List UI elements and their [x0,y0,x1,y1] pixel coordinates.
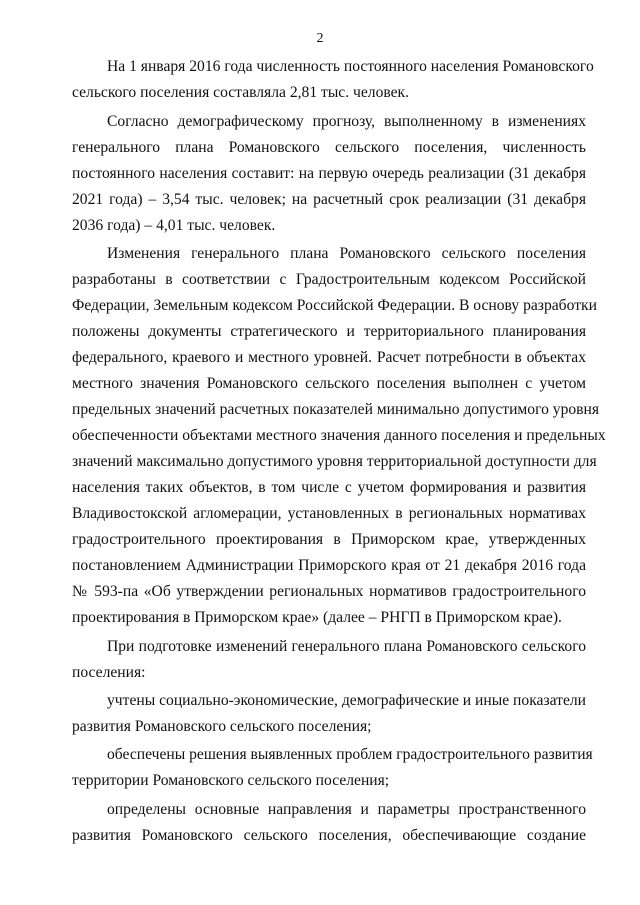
text-line: учтены социально-экономические, демографические и иные показатели [107,692,586,709]
text-line: значений максимально допустимого уровня территориальной доступности для [72,453,597,470]
text-line: градостроительного проектирования в Приморском крае, утвержденных [72,531,586,548]
text-line: федерального, краевого и местного уровней. Расчет потребности в объектах [72,349,586,366]
text-line: территории Романовского сельского поселения; [72,772,390,789]
text-line: развития Романовского сельского поселения; [72,718,372,735]
text-line: Владивостокской агломерации, установленных в региональных нормативах [72,505,586,522]
text-line: 2021 года) – 3,54 тыс. человек; на расчетный срок реализации (31 декабря [72,191,586,208]
text-line: обеспечены решения выявленных проблем градостроительного развития [107,746,593,763]
text-line: положены документы стратегического и территориального планирования [72,323,586,340]
text-line: постоянного населения составит: на первую очередь реализации (31 декабря [72,165,586,182]
text-line: Федерации, Земельным кодексом Российской Федерации. В основу разработки [72,297,597,314]
text-line: развития Романовского сельского поселения, обеспечивающие создание [72,827,586,844]
text-line: При подготовке изменений генерального плана Романовского сельского [107,638,586,655]
text-line: населения таких объектов, в том числе с учетом формирования и развития [72,479,586,496]
text-line: проектирования в Приморском крае» (далее – РНГП в Приморском крае). [72,609,562,626]
text-line: постановлением Администрации Приморского края от 21 декабря 2016 года [72,557,586,574]
text-line: 2036 года) – 4,01 тыс. человек. [72,217,276,234]
text-line: поселения: [72,664,146,681]
text-line: обеспеченности объектами местного значения данного поселения и предельных [72,427,606,444]
text-line: определены основные направления и параметры пространственного [107,801,586,818]
text-line: Изменения генерального плана Романовского сельского поселения [107,245,586,262]
text-line: местного значения Романовского сельского поселения выполнен с учетом [72,375,586,392]
text-line: предельных значений расчетных показателей минимально допустимого уровня [72,401,600,418]
text-line: сельского поселения составляла 2,81 тыс. человек. [72,84,410,101]
page-number: 2 [316,31,324,46]
text-line: Согласно демографическому прогнозу, выполненному в изменениях [107,113,586,130]
text-line: На 1 января 2016 года численность постоянного населения Романовского [107,58,594,75]
text-line: № 593-па «Об утверждении региональных нормативов градостроительного [72,583,586,600]
text-line: разработаны в соответствии с Градостроительным кодексом Российской [72,271,586,288]
text-line: генерального плана Романовского сельского поселения, численность [72,139,586,156]
